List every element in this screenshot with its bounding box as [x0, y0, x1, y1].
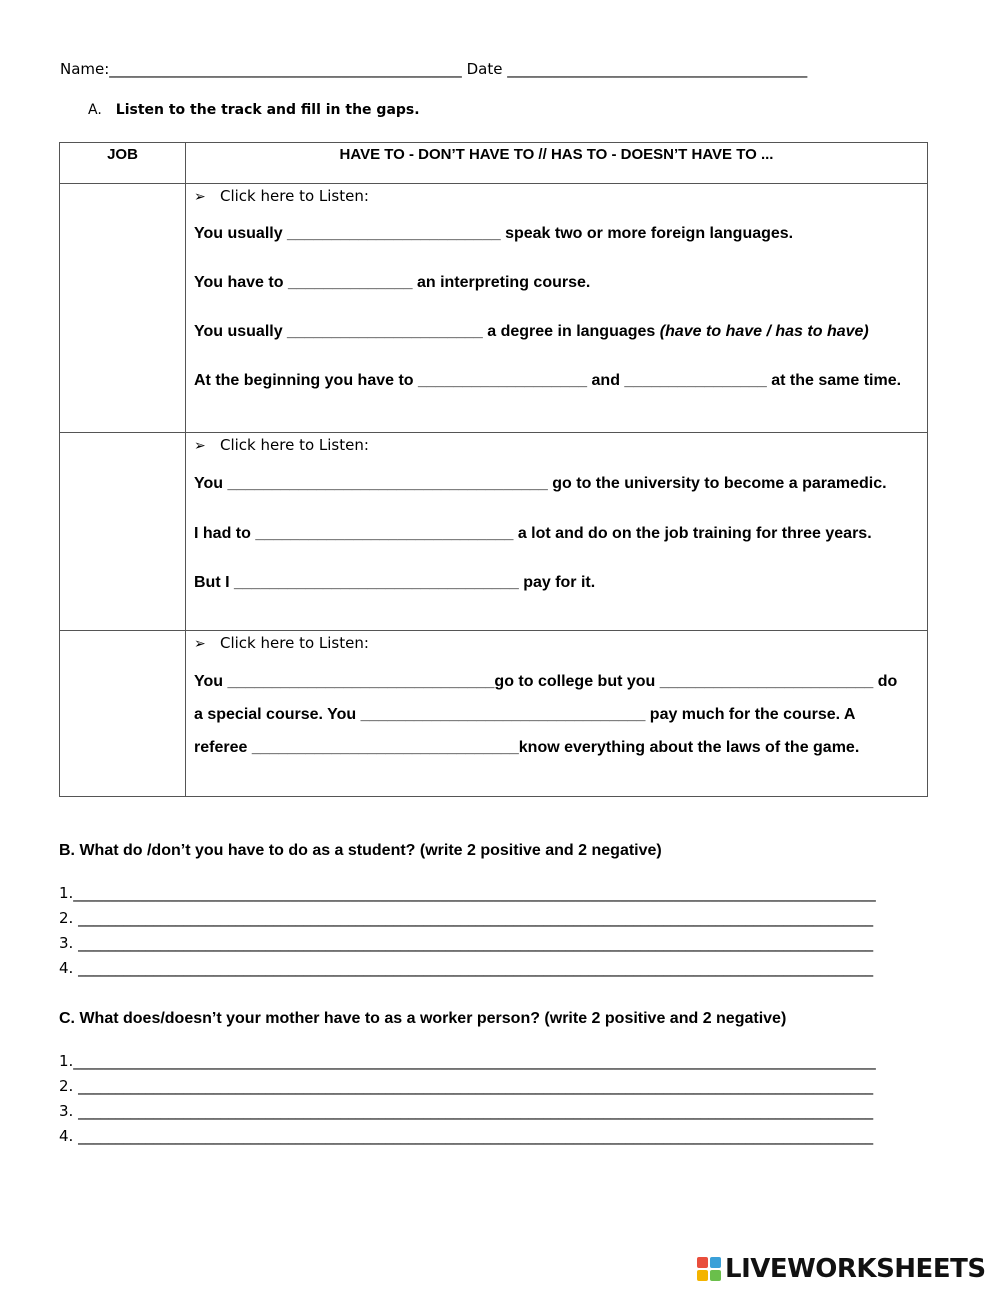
answer-line[interactable]: 1.___________________________________________________________________________________________________________ [59, 1052, 876, 1070]
logo-box [697, 1270, 708, 1281]
gap-sentence[interactable]: At the beginning you have to ___________________ and ________________ at the same time. [194, 372, 902, 389]
section-a-instruction: Listen to the track and fill in the gaps. [115, 102, 420, 118]
gap-sentence[interactable]: a special course. You ________________________________ pay much for the course. A [194, 706, 856, 723]
name-date-line[interactable]: Name:_______________________________________________ Date ________________________________________ [60, 60, 808, 78]
logo-mark-icon [697, 1257, 721, 1281]
section-c-title: C. What does/doesn’t your mother have to as a worker person? (write 2 positive and 2 negative) [59, 1010, 787, 1027]
answer-line[interactable]: 3. __________________________________________________________________________________________________________ [59, 934, 874, 952]
arrow-bullet-icon: ➢ [194, 189, 206, 205]
table-header-row [60, 143, 928, 184]
answer-line[interactable]: 1.___________________________________________________________________________________________________________ [59, 884, 876, 902]
gap-sentence[interactable]: But I ________________________________ pay for it. [194, 574, 596, 591]
gap-cell [186, 184, 928, 433]
listen-link[interactable] [194, 187, 927, 207]
logo-box [710, 1270, 721, 1281]
answer-line[interactable]: 3. __________________________________________________________________________________________________________ [59, 1102, 874, 1120]
gap-cell [186, 433, 928, 631]
answer-line[interactable]: 4. __________________________________________________________________________________________________________ [59, 959, 874, 977]
arrow-bullet-icon: ➢ [194, 438, 206, 454]
gap-sentence-text: You usually ______________________ a degree in languages [194, 323, 656, 340]
logo-box [697, 1257, 708, 1268]
table-row [60, 184, 928, 433]
logo-box [710, 1257, 721, 1268]
gap-sentence[interactable]: I had to _____________________________ a lot and do on the job training for three years. [194, 525, 872, 542]
answer-line[interactable]: 4. __________________________________________________________________________________________________________ [59, 1127, 874, 1145]
answer-line[interactable]: 2. __________________________________________________________________________________________________________ [59, 1077, 874, 1095]
job-cell[interactable] [60, 184, 186, 433]
logo-text: LIVEWORKSHEETS [725, 1254, 986, 1284]
modal-column-header: HAVE TO - DON’T HAVE TO // HAS TO - DOESN’T HAVE TO ... [186, 143, 928, 184]
liveworksheets-logo [697, 1254, 986, 1284]
gap-cell [186, 631, 928, 797]
gap-sentence[interactable]: You have to ______________ an interpreting course. [194, 274, 591, 291]
gap-fill-table [59, 142, 928, 797]
hint-text: (have to have / has to have) [659, 323, 869, 340]
gap-sentence[interactable]: You usually ________________________ speak two or more foreign languages. [194, 225, 794, 242]
gap-sentence[interactable]: You ____________________________________ go to the university to become a paramedic. [194, 475, 887, 492]
job-cell[interactable] [60, 433, 186, 631]
listen-link[interactable] [194, 436, 927, 456]
listen-label: Click here to Listen: [220, 436, 369, 454]
section-a-letter: A. [88, 102, 102, 118]
listen-link[interactable] [194, 634, 927, 654]
gap-sentence[interactable]: You ______________________________go to college but you ________________________ do [194, 673, 898, 690]
listen-label: Click here to Listen: [220, 634, 369, 652]
section-a-heading [88, 102, 420, 118]
arrow-bullet-icon: ➢ [194, 636, 206, 652]
gap-sentence[interactable]: referee ______________________________know everything about the laws of the game. [194, 739, 860, 756]
table-row [60, 631, 928, 797]
section-b-title: B. What do /don’t you have to do as a student? (write 2 positive and 2 negative) [59, 842, 662, 859]
answer-line[interactable]: 2. __________________________________________________________________________________________________________ [59, 909, 874, 927]
job-column-header: JOB [60, 143, 186, 184]
gap-sentence-with-hint[interactable] [194, 323, 927, 341]
listen-label: Click here to Listen: [220, 187, 369, 205]
job-cell[interactable] [60, 631, 186, 797]
table-row [60, 433, 928, 631]
